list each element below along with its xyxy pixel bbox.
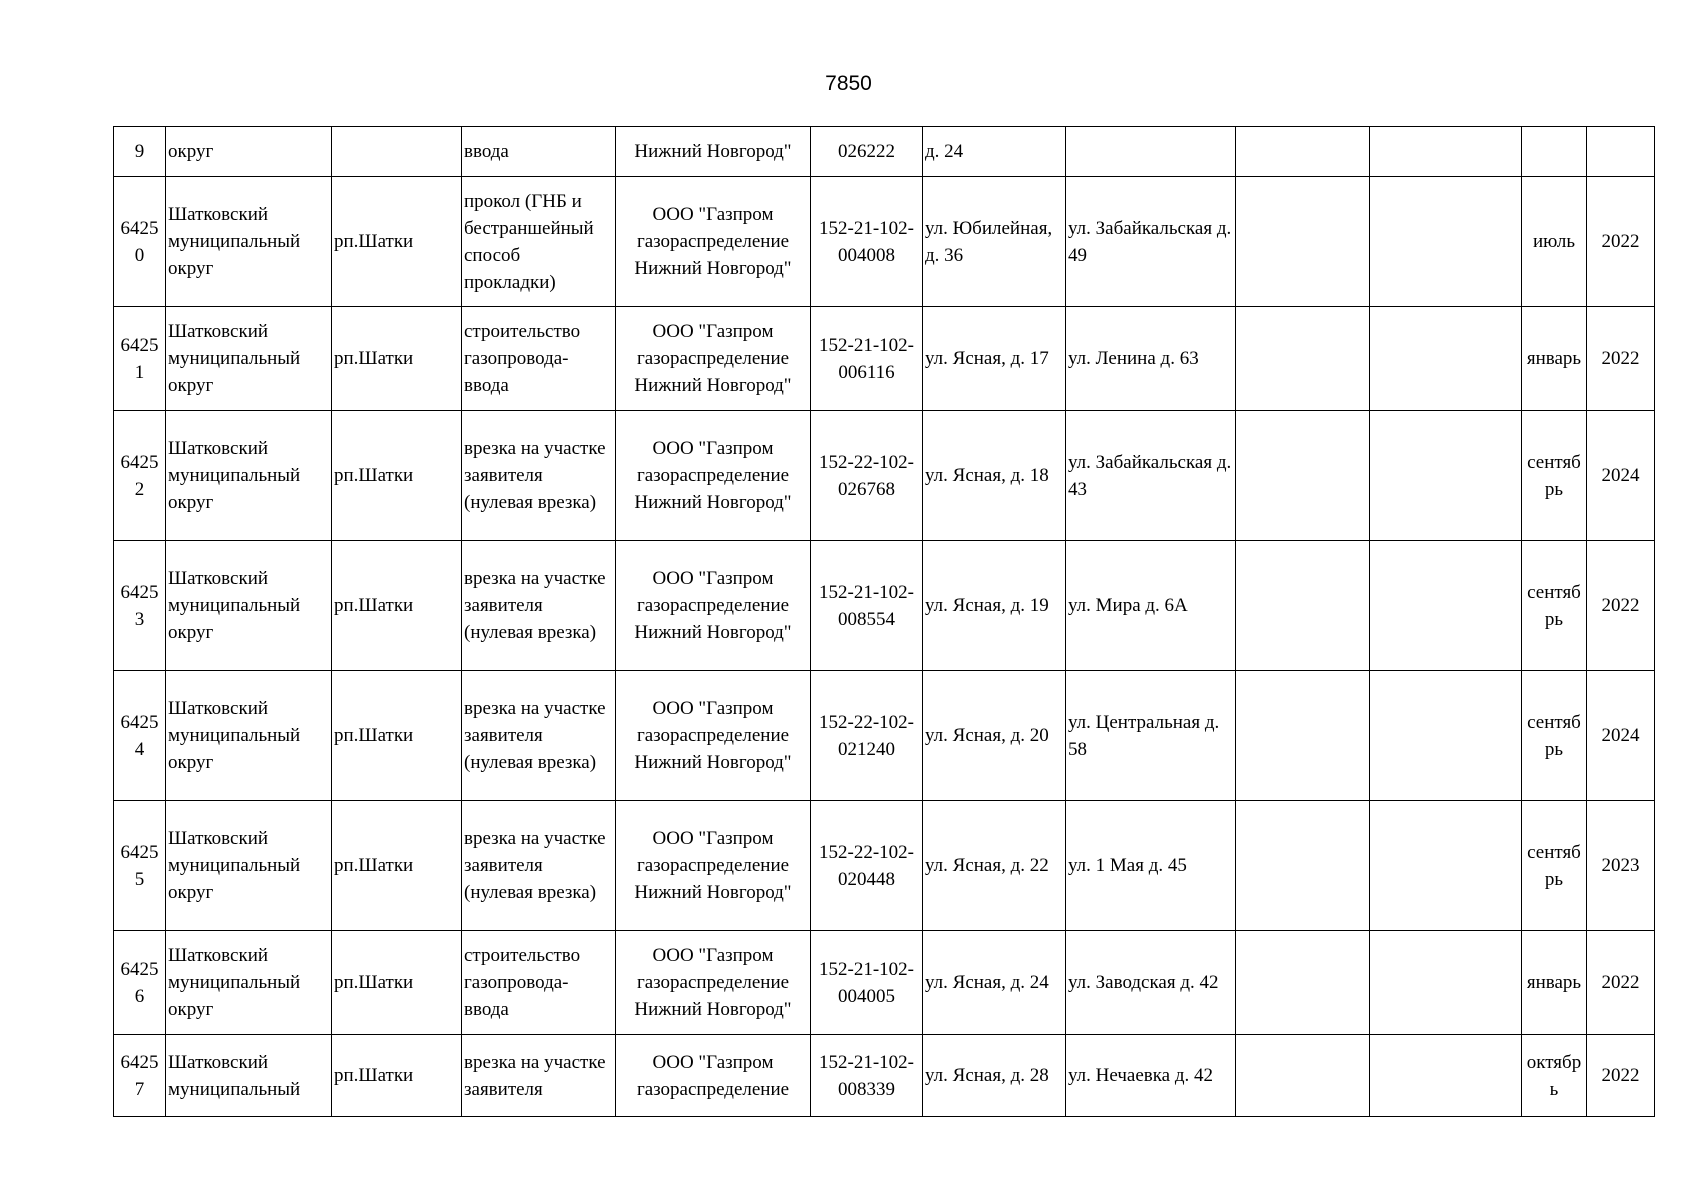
table-row <box>114 541 1655 671</box>
row-number: 64254 <box>114 671 166 801</box>
organization-cell: Нижний Новгород" <box>616 127 811 177</box>
empty-cell <box>1236 931 1370 1035</box>
table-row <box>114 411 1655 541</box>
organization-cell: ООО "Газпром газораспределение Нижний Новгород" <box>616 541 811 671</box>
work-type-cell: врезка на участке заявителя (нулевая врезка) <box>462 801 616 931</box>
empty-cell <box>1370 801 1522 931</box>
organization-cell: ООО "Газпром газораспределение Нижний Новгород" <box>616 307 811 411</box>
registry-table <box>113 126 1655 1117</box>
year-cell: 2022 <box>1587 1035 1655 1117</box>
district-cell: Шатковский муниципальный округ <box>166 177 332 307</box>
month-cell: сентябрь <box>1522 671 1587 801</box>
organization-cell: ООО "Газпром газораспределение Нижний Новгород" <box>616 177 811 307</box>
year-cell: 2023 <box>1587 801 1655 931</box>
settlement-cell: рп.Шатки <box>332 541 462 671</box>
from-address-cell: ул. Ясная, д. 19 <box>923 541 1066 671</box>
row-number: 64252 <box>114 411 166 541</box>
settlement-cell: рп.Шатки <box>332 411 462 541</box>
code-cell: 152-21-102-004005 <box>811 931 923 1035</box>
settlement-cell: рп.Шатки <box>332 1035 462 1117</box>
from-address-cell: ул. Ясная, д. 22 <box>923 801 1066 931</box>
empty-cell <box>1236 801 1370 931</box>
settlement-cell: рп.Шатки <box>332 307 462 411</box>
from-address-cell: ул. Юбилейная, д. 36 <box>923 177 1066 307</box>
code-cell: 152-21-102-006116 <box>811 307 923 411</box>
organization-cell: ООО "Газпром газораспределение Нижний Новгород" <box>616 671 811 801</box>
work-type-cell: врезка на участке заявителя <box>462 1035 616 1117</box>
from-address-cell: д. 24 <box>923 127 1066 177</box>
organization-cell: ООО "Газпром газораспределение Нижний Новгород" <box>616 411 811 541</box>
empty-cell <box>1370 541 1522 671</box>
empty-cell <box>1236 541 1370 671</box>
to-address-cell: ул. Заводская д. 42 <box>1066 931 1236 1035</box>
to-address-cell: ул. Нечаевка д. 42 <box>1066 1035 1236 1117</box>
work-type-cell: ввода <box>462 127 616 177</box>
to-address-cell: ул. Ленина д. 63 <box>1066 307 1236 411</box>
empty-cell <box>1236 307 1370 411</box>
month-cell: октябрь <box>1522 1035 1587 1117</box>
from-address-cell: ул. Ясная, д. 17 <box>923 307 1066 411</box>
page-number: 7850 <box>825 72 872 95</box>
row-number: 64256 <box>114 931 166 1035</box>
empty-cell <box>1236 671 1370 801</box>
work-type-cell: строительство газопровода-ввода <box>462 931 616 1035</box>
code-cell: 152-22-102-021240 <box>811 671 923 801</box>
code-cell: 152-21-102-008554 <box>811 541 923 671</box>
empty-cell <box>1236 1035 1370 1117</box>
year-cell: 2022 <box>1587 307 1655 411</box>
empty-cell <box>1370 307 1522 411</box>
month-cell: сентябрь <box>1522 411 1587 541</box>
district-cell: Шатковский муниципальный округ <box>166 307 332 411</box>
work-type-cell: прокол (ГНБ и бестраншейный способ прокладки) <box>462 177 616 307</box>
to-address-cell: ул. Забайкальская д. 49 <box>1066 177 1236 307</box>
to-address-cell: ул. 1 Мая д. 45 <box>1066 801 1236 931</box>
table-row <box>114 931 1655 1035</box>
settlement-cell: рп.Шатки <box>332 671 462 801</box>
row-number: 64250 <box>114 177 166 307</box>
from-address-cell: ул. Ясная, д. 28 <box>923 1035 1066 1117</box>
row-number: 64251 <box>114 307 166 411</box>
organization-cell: ООО "Газпром газораспределение Нижний Новгород" <box>616 931 811 1035</box>
empty-cell <box>1370 671 1522 801</box>
month-cell: июль <box>1522 177 1587 307</box>
row-number: 64255 <box>114 801 166 931</box>
year-cell: 2024 <box>1587 671 1655 801</box>
code-cell: 026222 <box>811 127 923 177</box>
district-cell: Шатковский муниципальный округ <box>166 671 332 801</box>
empty-cell <box>1370 177 1522 307</box>
empty-cell <box>1370 1035 1522 1117</box>
month-cell: январь <box>1522 931 1587 1035</box>
year-cell <box>1587 127 1655 177</box>
table-row <box>114 307 1655 411</box>
settlement-cell: рп.Шатки <box>332 177 462 307</box>
month-cell <box>1522 127 1587 177</box>
empty-cell <box>1370 127 1522 177</box>
from-address-cell: ул. Ясная, д. 20 <box>923 671 1066 801</box>
district-cell: округ <box>166 127 332 177</box>
from-address-cell: ул. Ясная, д. 24 <box>923 931 1066 1035</box>
work-type-cell: врезка на участке заявителя (нулевая врезка) <box>462 671 616 801</box>
table-row <box>114 801 1655 931</box>
table-row <box>114 177 1655 307</box>
code-cell: 152-22-102-020448 <box>811 801 923 931</box>
month-cell: январь <box>1522 307 1587 411</box>
settlement-cell: рп.Шатки <box>332 801 462 931</box>
settlement-cell: рп.Шатки <box>332 931 462 1035</box>
district-cell: Шатковский муниципальный округ <box>166 931 332 1035</box>
year-cell: 2022 <box>1587 541 1655 671</box>
settlement-cell <box>332 127 462 177</box>
empty-cell <box>1236 177 1370 307</box>
organization-cell: ООО "Газпром газораспределение <box>616 1035 811 1117</box>
from-address-cell: ул. Ясная, д. 18 <box>923 411 1066 541</box>
organization-cell: ООО "Газпром газораспределение Нижний Новгород" <box>616 801 811 931</box>
to-address-cell: ул. Мира д. 6А <box>1066 541 1236 671</box>
code-cell: 152-21-102-008339 <box>811 1035 923 1117</box>
row-number: 64253 <box>114 541 166 671</box>
month-cell: сентябрь <box>1522 541 1587 671</box>
table-row <box>114 127 1655 177</box>
district-cell: Шатковский муниципальный <box>166 1035 332 1117</box>
empty-cell <box>1236 127 1370 177</box>
district-cell: Шатковский муниципальный округ <box>166 801 332 931</box>
code-cell: 152-21-102-004008 <box>811 177 923 307</box>
table-row <box>114 1035 1655 1117</box>
to-address-cell: ул. Центральная д. 58 <box>1066 671 1236 801</box>
work-type-cell: врезка на участке заявителя (нулевая врезка) <box>462 541 616 671</box>
month-cell: сентябрь <box>1522 801 1587 931</box>
district-cell: Шатковский муниципальный округ <box>166 411 332 541</box>
row-number: 9 <box>114 127 166 177</box>
table-row <box>114 671 1655 801</box>
to-address-cell: ул. Забайкальская д. 43 <box>1066 411 1236 541</box>
to-address-cell <box>1066 127 1236 177</box>
empty-cell <box>1370 411 1522 541</box>
code-cell: 152-22-102-026768 <box>811 411 923 541</box>
empty-cell <box>1236 411 1370 541</box>
row-number: 64257 <box>114 1035 166 1117</box>
year-cell: 2022 <box>1587 931 1655 1035</box>
work-type-cell: строительство газопровода-ввода <box>462 307 616 411</box>
empty-cell <box>1370 931 1522 1035</box>
district-cell: Шатковский муниципальный округ <box>166 541 332 671</box>
year-cell: 2022 <box>1587 177 1655 307</box>
work-type-cell: врезка на участке заявителя (нулевая врезка) <box>462 411 616 541</box>
year-cell: 2024 <box>1587 411 1655 541</box>
